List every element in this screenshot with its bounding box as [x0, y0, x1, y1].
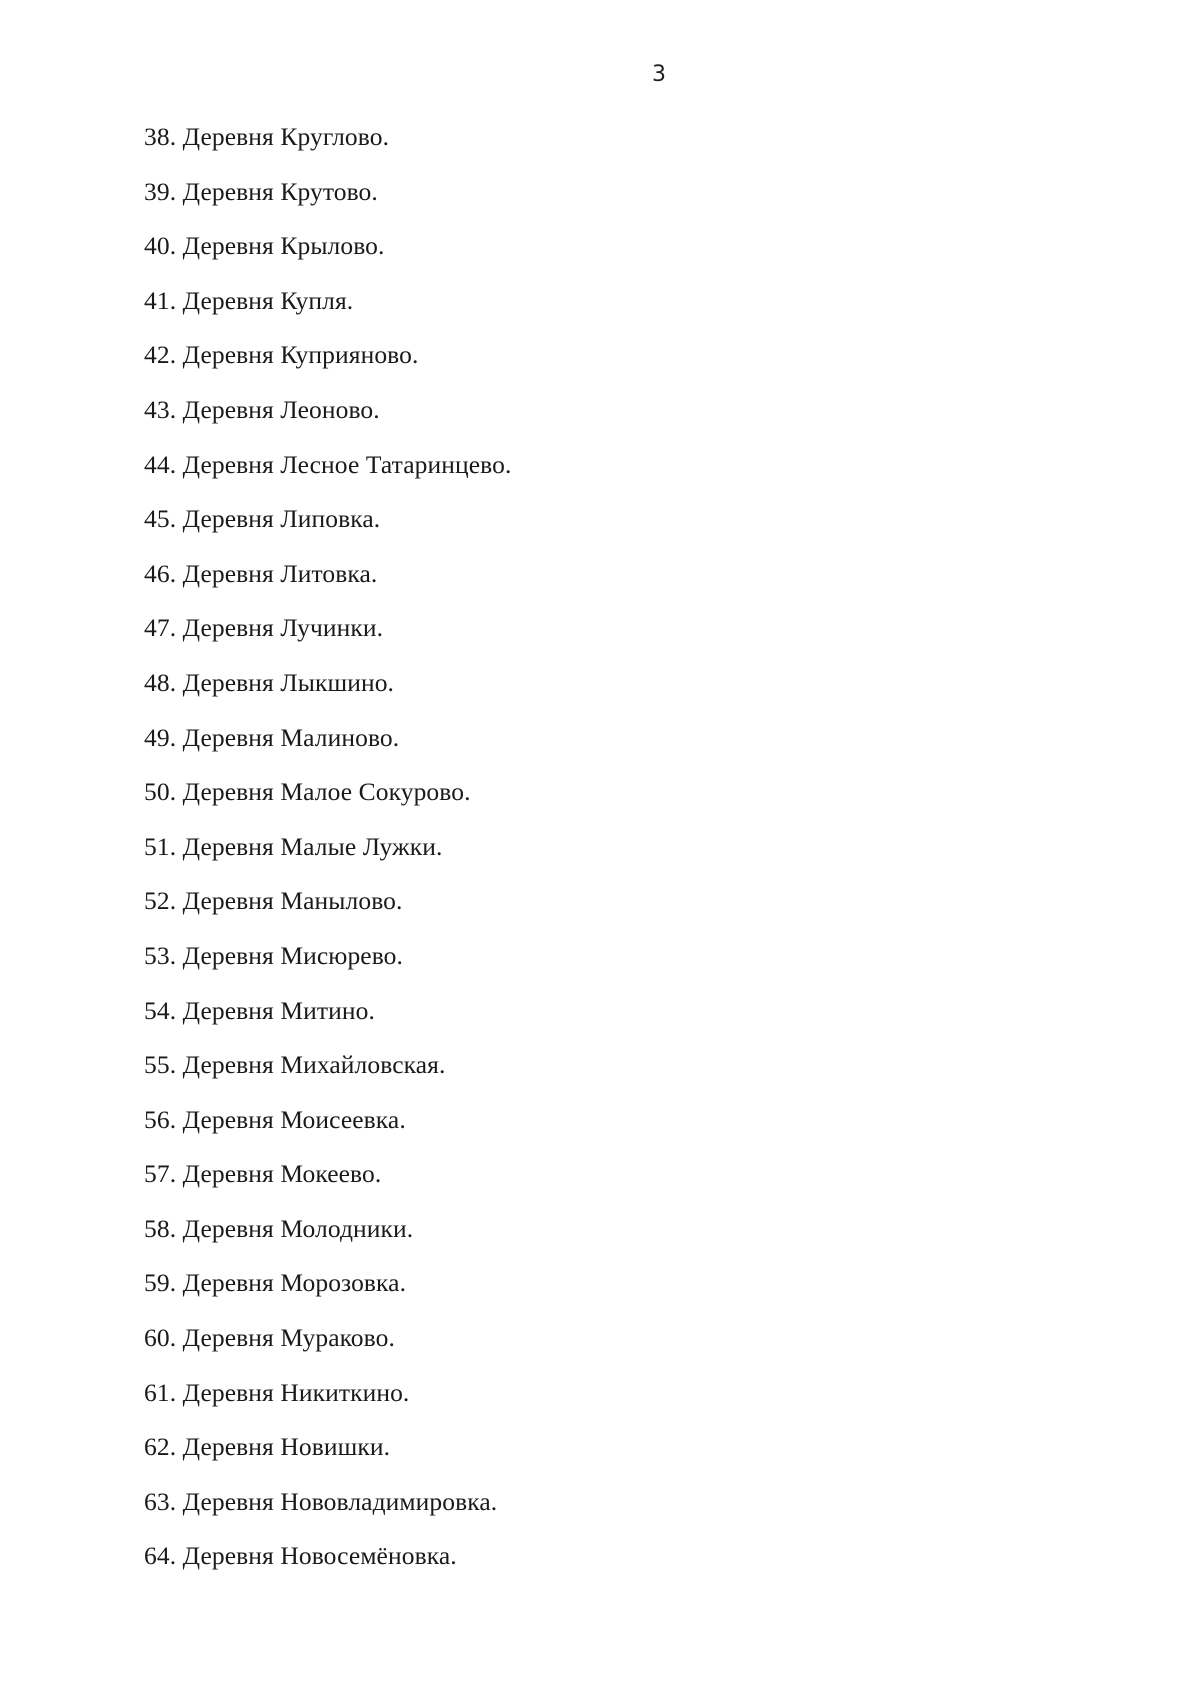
- list-item: [144, 110, 511, 165]
- item-text: Деревня Моисеевка.: [182, 1104, 406, 1134]
- list-item: [144, 165, 511, 220]
- list-item: [144, 820, 511, 875]
- list-item: [144, 1529, 511, 1584]
- list-item: [144, 601, 511, 656]
- item-number: 52.: [144, 886, 177, 916]
- item-text: Деревня Малое Сокурово.: [182, 777, 471, 807]
- list-item: [144, 1256, 511, 1311]
- page-number: 3: [652, 62, 666, 87]
- item-number: 59.: [144, 1268, 177, 1298]
- item-text: Деревня Купля.: [182, 285, 354, 315]
- list-item: [144, 1475, 511, 1530]
- item-text: Деревня Лесное Татаринцево.: [182, 449, 512, 479]
- list-item: [144, 1420, 511, 1475]
- item-text: Деревня Крылово.: [182, 231, 385, 261]
- item-number: 56.: [144, 1104, 177, 1134]
- list-item: [144, 929, 511, 984]
- item-number: 63.: [144, 1486, 177, 1516]
- item-number: 51.: [144, 831, 177, 861]
- item-text: Деревня Лучинки.: [182, 613, 384, 643]
- item-text: Деревня Круглово.: [182, 122, 390, 151]
- item-number: 58.: [144, 1213, 177, 1243]
- list-item: [144, 765, 511, 820]
- list-item: [144, 383, 511, 438]
- item-text: Деревня Морозовка.: [182, 1268, 407, 1298]
- item-number: 38.: [144, 122, 177, 151]
- list-item: [144, 711, 511, 766]
- item-number: 39.: [144, 176, 177, 206]
- item-number: 47.: [144, 613, 177, 643]
- list-item: [144, 874, 511, 929]
- item-number: 64.: [144, 1541, 177, 1571]
- list-item: [144, 1093, 511, 1148]
- item-text: Деревня Крутово.: [182, 176, 378, 206]
- list-item: [144, 219, 511, 274]
- item-text: Деревня Куприяново.: [182, 340, 419, 370]
- item-number: 49.: [144, 722, 177, 752]
- list-item: [144, 438, 511, 493]
- list-item: [144, 1038, 511, 1093]
- item-text: Деревня Нововладимировка.: [182, 1486, 498, 1516]
- item-text: Деревня Мокеево.: [182, 1159, 382, 1189]
- list-item: [144, 1311, 511, 1366]
- item-text: Деревня Митино.: [182, 995, 375, 1025]
- list-item: [144, 1202, 511, 1257]
- item-number: 57.: [144, 1159, 177, 1189]
- item-number: 40.: [144, 231, 177, 261]
- item-text: Деревня Лыкшино.: [182, 667, 395, 697]
- item-text: Деревня Новишки.: [182, 1432, 391, 1462]
- item-text: Деревня Литовка.: [182, 558, 378, 588]
- list-item: [144, 1147, 511, 1202]
- list-item: [144, 984, 511, 1039]
- list-item: [144, 656, 511, 711]
- item-text: Деревня Молодники.: [182, 1213, 414, 1243]
- item-number: 46.: [144, 558, 177, 588]
- list-item: [144, 328, 511, 383]
- item-number: 42.: [144, 340, 177, 370]
- list-item: [144, 274, 511, 329]
- item-text: Деревня Мураково.: [182, 1323, 395, 1353]
- item-number: 54.: [144, 995, 177, 1025]
- item-number: 50.: [144, 777, 177, 807]
- item-text: Деревня Манылово.: [182, 886, 403, 916]
- item-number: 43.: [144, 394, 177, 424]
- item-text: Деревня Никиткино.: [182, 1377, 410, 1407]
- item-number: 61.: [144, 1377, 177, 1407]
- item-number: 48.: [144, 667, 177, 697]
- item-text: Деревня Михайловская.: [182, 1050, 446, 1080]
- item-number: 55.: [144, 1050, 177, 1080]
- settlement-list: [144, 110, 511, 1584]
- list-item: [144, 492, 511, 547]
- item-text: Деревня Малые Лужки.: [182, 831, 443, 861]
- item-text: Деревня Малиново.: [182, 722, 400, 752]
- list-item: [144, 547, 511, 602]
- item-number: 45.: [144, 504, 177, 534]
- item-text: Деревня Липовка.: [182, 504, 381, 534]
- list-item: [144, 1366, 511, 1421]
- item-number: 62.: [144, 1432, 177, 1462]
- item-text: Деревня Мисюрево.: [182, 940, 404, 970]
- item-text: Деревня Новосемёновка.: [182, 1541, 457, 1571]
- item-number: 60.: [144, 1323, 177, 1353]
- item-number: 53.: [144, 940, 177, 970]
- item-number: 41.: [144, 285, 177, 315]
- item-number: 44.: [144, 449, 177, 479]
- item-text: Деревня Леоново.: [182, 394, 380, 424]
